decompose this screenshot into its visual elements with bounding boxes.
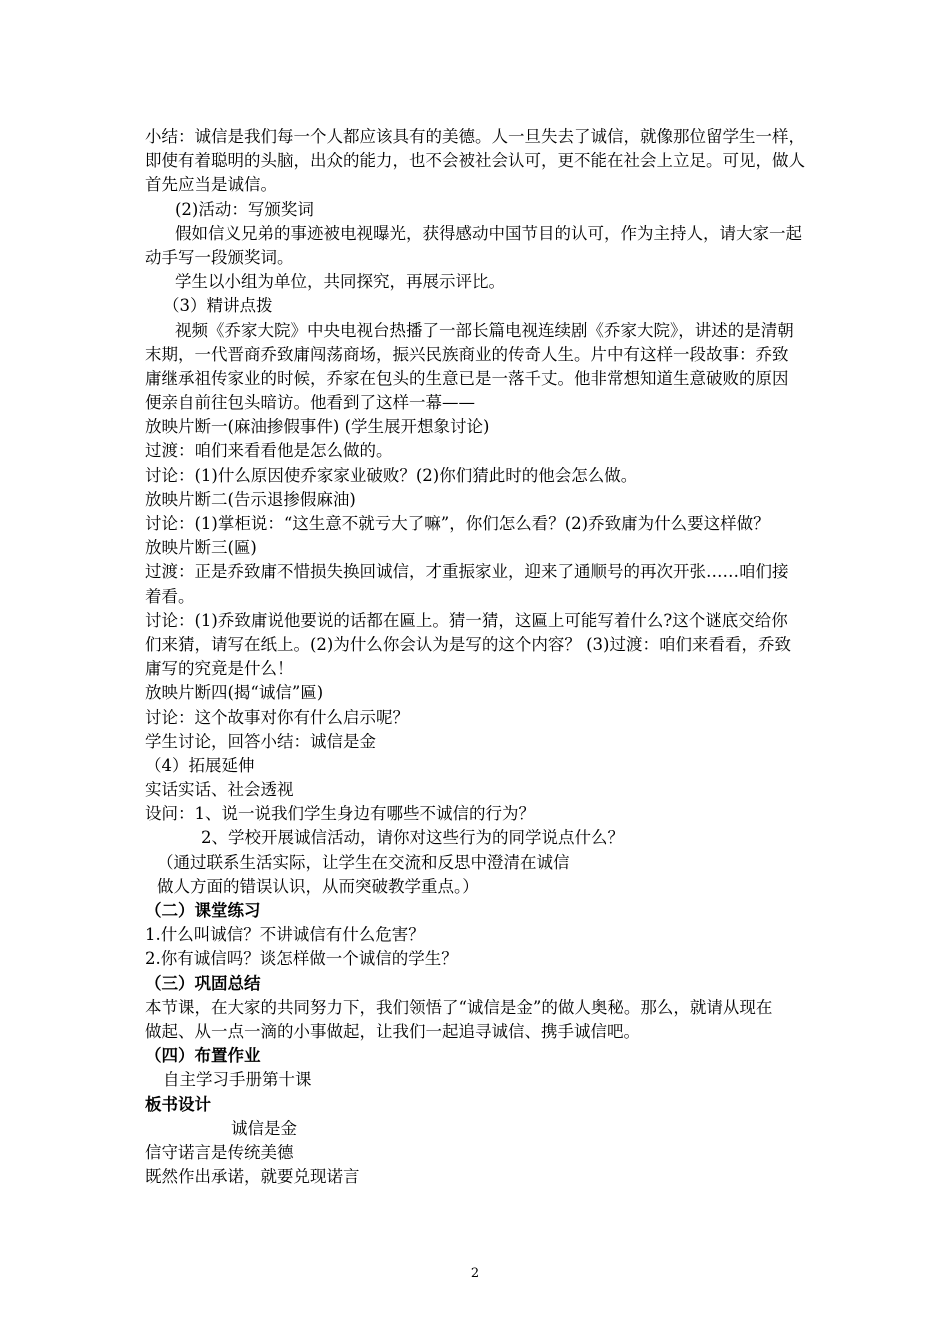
consolidation-line-1: 本节课，在大家的共同努力下，我们领悟了“诚信是金”的做人奥秘。那么，就请从现在 <box>145 997 773 1017</box>
section-homework: （四）布置作业 <box>145 1046 261 1066</box>
practice-question-1: 1.什么叫诚信？不讲诚信有什么危害？ <box>145 925 425 945</box>
discussion-2: 讨论：(1)掌柜说：“这生意不就亏大了嘛”，你们怎么看？(2)乔致庸为什么要这样做？ <box>145 514 770 533</box>
video-line-1: 视频《乔家大院》中央电视台热播了一部长篇电视连续剧《乔家大院》，讲述的是清朝 <box>175 320 794 340</box>
transition-2-line-1: 过渡：正是乔致庸不惜损失换回诚信，才重振家业，迎来了通顺号的再次开张……咱们接 <box>145 562 789 582</box>
activity-heading: (2)活动：写颁奖词 <box>175 199 314 219</box>
discussion-3-line-2: 们来猜，请写在纸上。(2)为什么你会认为是写的这个内容？ (3)过渡：咱们来看看，乔致 <box>145 634 791 654</box>
discussion-3-line-1: 讨论：(1)乔致庸说他要说的话都在匾上。猜一猜，这匾上可能写着什么?这个谜底交给你 <box>145 610 788 630</box>
practice-question-2: 2.你有诚信吗？谈怎样做一个诚信的学生？ <box>145 949 458 969</box>
board-title: 诚信是金 <box>231 1118 297 1138</box>
document-body <box>145 125 885 1189</box>
discussion-1: 讨论：(1)什么原因使乔家家业破败？(2)你们猜此时的他会怎么做。 <box>145 465 638 485</box>
student-summary: 学生讨论，回答小结：诚信是金 <box>145 731 376 751</box>
transition-1: 过渡：咱们来看看他是怎么做的。 <box>145 441 393 461</box>
discussion-4: 讨论：这个故事对你有什么启示呢？ <box>145 707 409 727</box>
note-line-2: 做人方面的错误认识，从而突破教学重点。） <box>157 876 479 896</box>
lecture-heading: （3）精讲点拨 <box>163 296 273 316</box>
extension-subtitle: 实话实话、社会透视 <box>145 780 294 800</box>
board-line-1: 信守诺言是传统美德 <box>145 1142 294 1162</box>
activity-line-3: 学生以小组为单位，共同探究，再展示评比。 <box>175 272 505 292</box>
section-board-design: 板书设计 <box>145 1094 211 1114</box>
activity-line-1: 假如信义兄弟的事迹被电视曝光，获得感动中国节目的认可，作为主持人，请大家一起 <box>175 223 802 243</box>
clip-3: 放映片断三(匾) <box>145 538 257 558</box>
section-classroom-practice: （二）课堂练习 <box>145 901 261 920</box>
question-2: 2、学校开展诚信活动，请你对这些行为的同学说点什么？ <box>201 828 624 848</box>
board-line-2: 既然作出承诺，就要兑现诺言 <box>145 1167 360 1187</box>
summary-line-1: 小结：诚信是我们每一个人都应该具有的美德。人一旦失去了诚信，就像那位留学生一样， <box>145 127 805 146</box>
summary-line-3: 首先应当是诚信。 <box>145 175 277 195</box>
video-line-2: 末期，一代晋商乔致庸闯荡商场，振兴民族商业的传奇人生。片中有这样一段故事：乔致 <box>145 344 789 364</box>
clip-2: 放映片断二(告示退掺假麻油) <box>145 489 356 509</box>
clip-1: 放映片断一(麻油掺假事件) (学生展开想象讨论) <box>145 417 490 437</box>
extension-heading: （4）拓展延伸 <box>145 755 255 775</box>
transition-2-line-2: 着看。 <box>145 586 195 606</box>
question-1: 设问：1、说一说我们学生身边有哪些不诚信的行为？ <box>145 804 535 824</box>
section-consolidation: （三）巩固总结 <box>145 973 261 993</box>
homework-item: 自主学习手册第十课 <box>163 1070 312 1090</box>
page-number: 2 <box>470 1266 480 1281</box>
clip-4: 放映片断四(揭“诚信”匾) <box>145 683 324 703</box>
note-line-1: （通过联系生活实际，让学生在交流和反思中澄清在诚信 <box>157 852 570 872</box>
video-line-4: 便亲自前往包头暗访。他看到了这样一幕—— <box>145 393 475 413</box>
video-line-3: 庸继承祖传家业的时候，乔家在包头的生意已是一落千丈。他非常想知道生意破败的原因 <box>145 368 789 388</box>
activity-line-2: 动手写一段颁奖词。 <box>145 247 294 267</box>
consolidation-line-2: 做起、从一点一滴的小事做起，让我们一起追寻诚信、携手诚信吧。 <box>145 1021 640 1041</box>
discussion-3-line-3: 庸写的究竟是什么！ <box>145 659 294 679</box>
summary-line-2: 即使有着聪明的头脑，出众的能力，也不会被社会认可，更不能在社会上立足。可见，做人 <box>145 151 805 171</box>
